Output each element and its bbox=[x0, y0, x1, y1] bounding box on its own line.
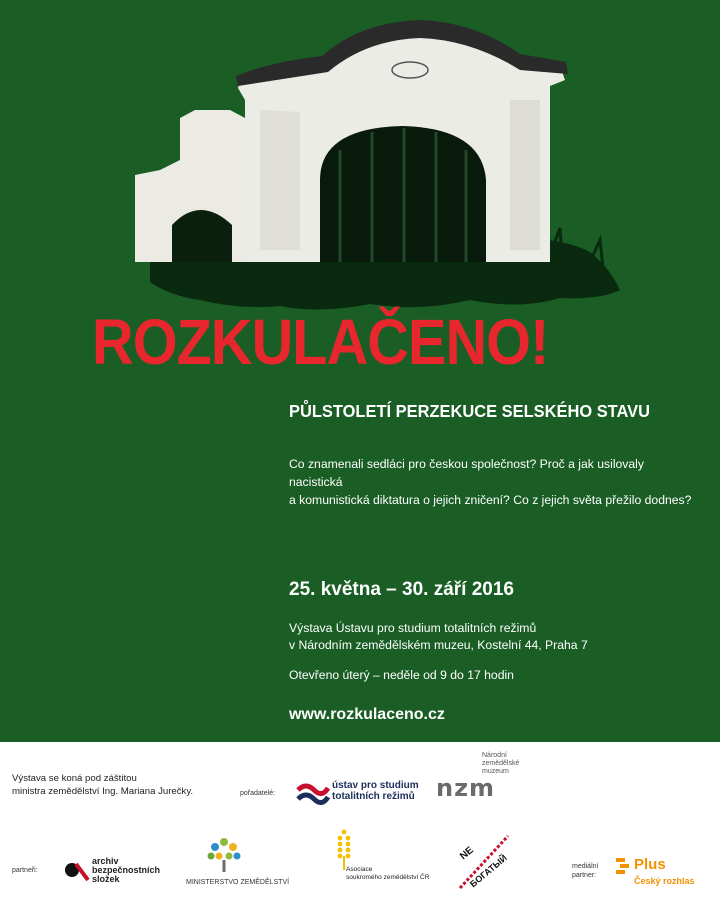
venue-line: Výstava Ústavu pro studium totalitních režimů bbox=[289, 621, 537, 635]
patronage-line: ministra zemědělství Ing. Mariana Jurečky. bbox=[12, 786, 194, 797]
nebogaty-line-1: NE bbox=[458, 844, 476, 863]
nebogaty-line-2: БОГАТЫЙ bbox=[468, 852, 509, 890]
partners-label: partneři: bbox=[12, 867, 38, 874]
media-label-line: partner: bbox=[572, 872, 597, 879]
asz-name-line: Asociace bbox=[346, 866, 373, 873]
intro-line: Co znamenali sedláci pro českou společnost? Proč a jak usilovaly nacistická bbox=[289, 457, 644, 489]
nzm-name-line: muzeum bbox=[482, 768, 509, 775]
ustr-flag-icon bbox=[296, 782, 330, 808]
nzm-name-line: zemědělské bbox=[482, 760, 520, 767]
abs-logo[interactable] bbox=[64, 854, 174, 886]
farm-gate-illustration bbox=[0, 0, 720, 330]
intro-line: a komunistická diktatura o jejich zničení? Co z jejich světa přežilo dodnes? bbox=[289, 493, 692, 507]
mze-logo[interactable] bbox=[186, 834, 296, 890]
abs-swirl-icon bbox=[64, 858, 90, 882]
nebogaty-logo[interactable] bbox=[454, 834, 514, 890]
exhibition-title: ROZKULAČENO! bbox=[92, 306, 549, 378]
nzm-name-line: Národní bbox=[482, 752, 507, 759]
media-partner-label bbox=[572, 862, 598, 880]
patronage-text bbox=[12, 772, 193, 798]
ustr-name-line: totalitních režimů bbox=[332, 791, 415, 802]
exhibition-subtitle: PŮLSTOLETÍ PERZEKUCE SELSKÉHO STAVU bbox=[289, 401, 651, 421]
sponsor-footer bbox=[0, 742, 720, 900]
venue-line: v Národním zemědělském muzeu, Kostelní 44, Praha 7 bbox=[289, 638, 588, 652]
exhibition-dates: 25. května – 30. září 2016 bbox=[289, 579, 514, 600]
tree-icon bbox=[204, 834, 244, 874]
asz-logo[interactable] bbox=[328, 828, 428, 890]
cro-plus-logo[interactable] bbox=[616, 858, 712, 892]
venue-text bbox=[289, 620, 588, 654]
patronage-line: Výstava se koná pod záštitou bbox=[12, 773, 137, 784]
ustr-name-line: ústav pro studium bbox=[332, 780, 419, 791]
intro-text bbox=[289, 455, 699, 509]
website-link[interactable]: www.rozkulaceno.cz bbox=[289, 706, 445, 723]
nzm-mark: nzm bbox=[436, 774, 496, 802]
organizers-label: pořadatelé: bbox=[240, 790, 276, 797]
nzm-logo[interactable] bbox=[436, 752, 528, 804]
abs-name-line: bezpečnostních bbox=[92, 865, 161, 875]
cro-bars-icon bbox=[616, 858, 630, 876]
media-label-line: mediální bbox=[572, 863, 599, 870]
wheat-icon bbox=[332, 828, 356, 870]
abs-name-line: složek bbox=[92, 874, 120, 884]
abs-name-line: archiv bbox=[92, 856, 119, 866]
cro-plus-name: Plus bbox=[634, 856, 666, 873]
cro-rozhlas-name: Český rozhlas bbox=[634, 876, 695, 886]
asz-name-line: soukromého zemědělství ČR bbox=[346, 874, 430, 881]
opening-hours: Otevřeno úterý – neděle od 9 do 17 hodin bbox=[289, 668, 514, 682]
ustr-logo[interactable] bbox=[296, 778, 419, 810]
mze-name: MINISTERSTVO ZEMĚDĚLSTVÍ bbox=[186, 879, 290, 886]
